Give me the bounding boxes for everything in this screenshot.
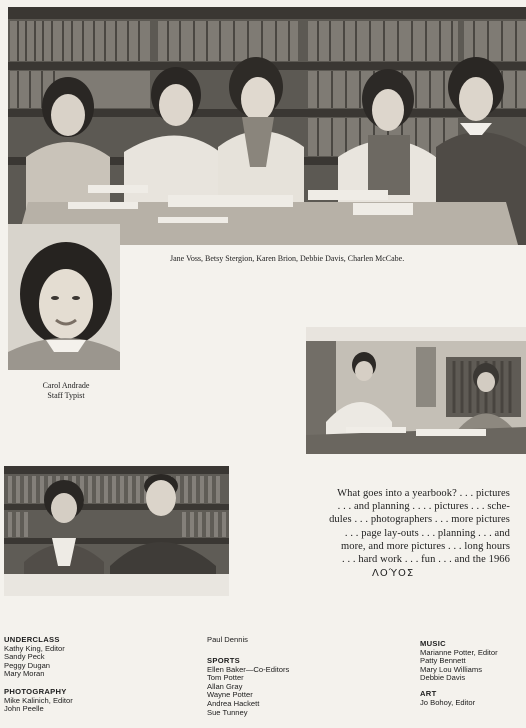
section-heading: SPORTS bbox=[207, 656, 241, 665]
sports-section bbox=[207, 657, 289, 717]
staff-name: Kathy King, Editor bbox=[4, 643, 65, 653]
music-section bbox=[420, 640, 498, 683]
yearbook-line: . . . page lay-outs . . . planning . . . and bbox=[344, 527, 510, 539]
carol-andrade-portrait bbox=[8, 224, 120, 370]
andrade-name: Carol Andrade bbox=[42, 381, 90, 390]
yearbook-line: more, and more pictures . . . long hours bbox=[340, 540, 510, 552]
yearbook-line: What goes into a yearbook? . . . pictures bbox=[337, 488, 510, 499]
art-section bbox=[420, 690, 475, 707]
paul-dennis: Paul Dennis bbox=[207, 635, 248, 644]
staff-name: Tom Potter bbox=[207, 673, 244, 683]
yearbook-description bbox=[284, 487, 510, 566]
section-heading: UNDERCLASS bbox=[4, 635, 60, 644]
workroom-photo bbox=[306, 327, 526, 454]
staff-name: Ellen Baker—Co-Editors bbox=[207, 664, 290, 674]
staff-name: Sue Tunney bbox=[207, 707, 248, 717]
photography-section bbox=[4, 688, 73, 714]
staff-name: Sandy Peck bbox=[4, 652, 45, 662]
staff-name: Marianne Potter, Editor bbox=[420, 647, 498, 657]
andrade-title: Staff Typist bbox=[47, 391, 85, 400]
andrade-caption bbox=[30, 381, 102, 401]
group-photo-caption: Jane Voss, Betsy Stergion, Karen Brion, Debbie Davis, Charlen McCabe. bbox=[170, 254, 405, 263]
photography-staff-photo bbox=[4, 466, 229, 596]
staff-name: John Peelle bbox=[4, 704, 44, 714]
yearbook-line: . . . and planning . . . . pictures . . . sche- bbox=[337, 501, 510, 513]
staff-name: Debbie Davis bbox=[420, 673, 466, 683]
staff-name: Mike Kalinich, Editor bbox=[4, 695, 73, 705]
staff-name: Mary Lou Williams bbox=[420, 664, 483, 674]
section-heading: PHOTOGRAPHY bbox=[4, 687, 67, 696]
yearbook-line: dules . . . photographers . . . more pictures bbox=[329, 514, 510, 526]
staff-name: Peggy Dugan bbox=[4, 660, 51, 670]
underclass-section bbox=[4, 636, 65, 679]
section-heading: ART bbox=[420, 689, 437, 698]
yearbook-line: . . . hard work . . . fun . . . and the 1966 bbox=[342, 554, 510, 566]
staff-group-photo bbox=[8, 7, 526, 245]
staff-name: Allan Gray bbox=[207, 681, 243, 691]
staff-name: Jo Bohoy, Editor bbox=[420, 697, 476, 707]
staff-name: Wayne Potter bbox=[207, 690, 253, 700]
section-heading: MUSIC bbox=[420, 639, 446, 648]
staff-name: Mary Moran bbox=[4, 669, 45, 679]
staff-name: Patty Bennett bbox=[420, 656, 466, 666]
staff-name: Andrea Hackett bbox=[207, 698, 260, 708]
logos-signature: ΛΟΎΟΣ bbox=[372, 568, 415, 579]
